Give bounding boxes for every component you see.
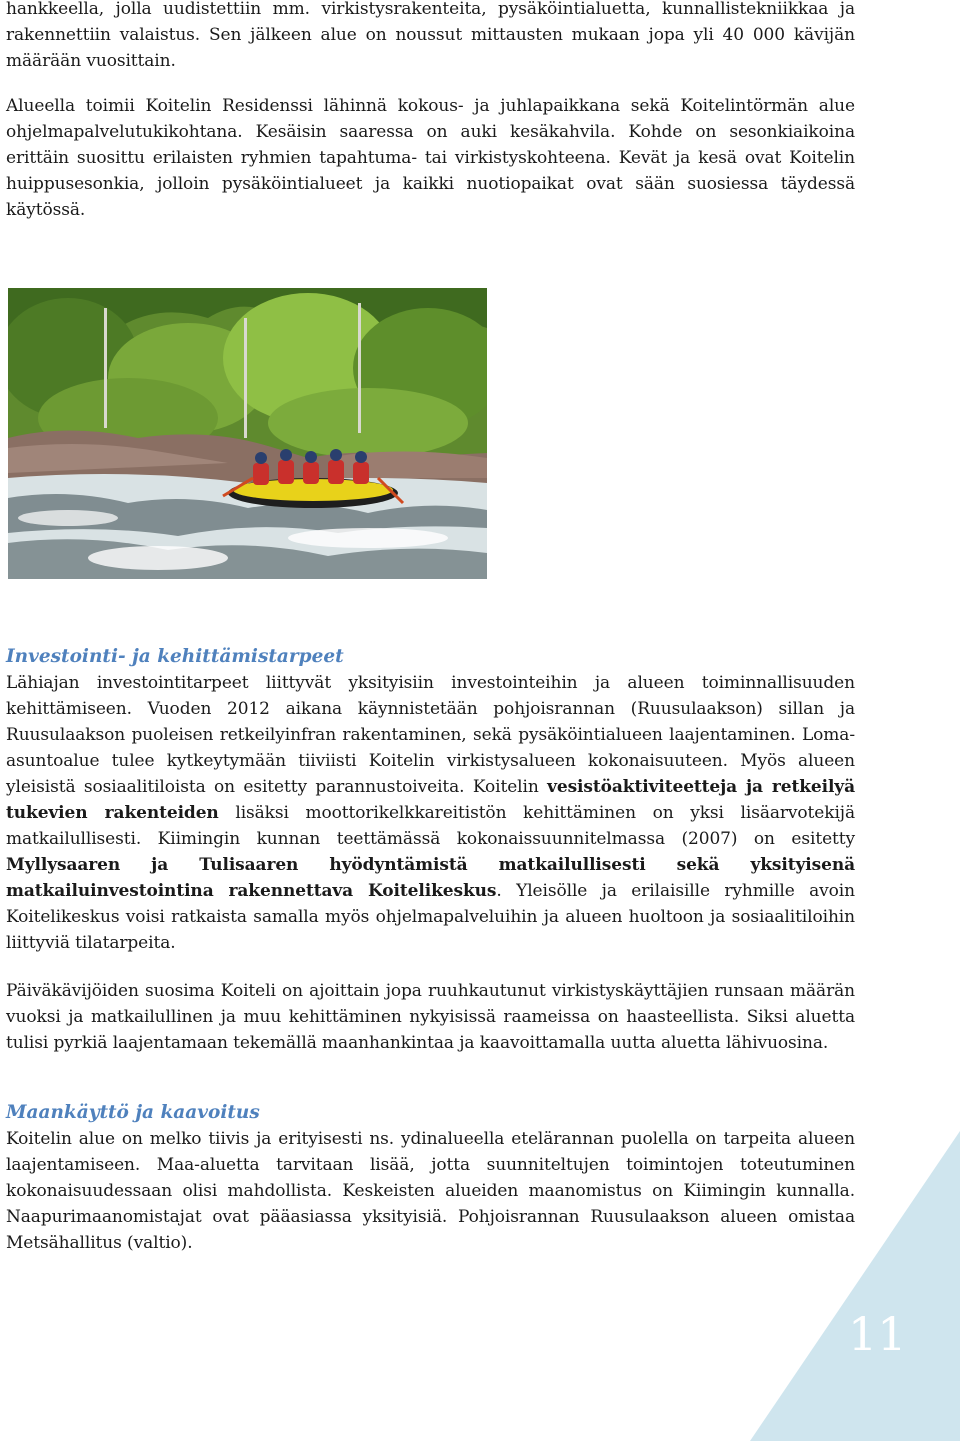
land-use-heading: Maankäyttö ja kaavoitus <box>6 1102 260 1123</box>
investment-bold-1: vesistöaktiviteetteja ja retkeilyä tukevien rakenteiden <box>6 777 855 823</box>
investment-text-3: . Yleisölle ja erilaisille ryhmille avoin Koitelikeskus voisi ratkaista samalla myös ohjelmapalveluihin ja alueen huoltoon ja sosiaalitiloihin liittyviä tilatarpeita. <box>6 881 855 953</box>
investment-heading: Investointi- ja kehittämistarpeet <box>6 646 344 667</box>
services-paragraph: Alueella toimii Koitelin Residenssi lähinnä kokous- ja juhlapaikkana sekä Koitelintörmän alue ohjelmapalvelutukikohtana. Kesäisin saaressa on auki kesäkahvila. Kohde on sesonkiaikoina erittäin suosittu erilaisten ryhmien tapahtuma- tai virkistyskohteena. Kevät ja kesä ovat Koitelin huippusesonkia, jolloin pysäköintialueet ja kaikki nuotiopaikat ovat sään suosiessa täydessä käytössä. <box>6 96 855 220</box>
land-use-paragraph: Koitelin alue on melko tiivis ja erityisesti ns. ydinalueella etelärannan puolella on tarpeita alueen laajentamiseen. Maa-aluetta tarvitaan lisää, jotta suunniteltujen toimintojen toteutuminen kokonaisuudessaan olisi mahdollista. Keskeisten alueiden maanomistus on Kiimingin kunnalla. Naapurimaanomistajat ovat pääasiassa yksityisiä. Pohjoisrannan Ruusulaakson alueen omistaa Metsähallitus (valtio). <box>6 1129 855 1253</box>
investment-text-2: lisäksi moottorikelkkareitistön kehittäminen on yksi lisäarvotekijä matkailullisesti. Kiimingin kunnan teettämässä kokonaissuunnitelmassa (2007) on esitetty <box>6 803 855 849</box>
investment-paragraph <box>6 670 855 956</box>
investment-text-1: Lähiajan investointitarpeet liittyvät yksityisiin investointeihin ja alueen toiminnallisuuden kehittämiseen. Vuoden 2012 aikana käynnistetään pohjoisrannan (Ruusulaakson) sillan ja Ruusulaakson puoleisen retkeilyinfran rakentaminen, sekä pysäköintialueen laajentaminen. Loma-asuntoalue tulee kytkeytymään tiiviisti Koitelin virkistysalueen kokonaisuuteen. Myös alueen yleisistä sosiaalitiloista on esitetty parannustoiveita. Koitelin <box>6 673 855 797</box>
river-rafting-photo <box>8 288 487 579</box>
page-number: 11 <box>848 1307 907 1361</box>
investment-bold-2: Myllysaaren ja Tulisaaren hyödyntämistä matkailullisesti sekä yksityisenä matkailuinvestointina rakennettava Koitelikeskus <box>6 855 855 901</box>
visitors-paragraph: Päiväkävijöiden suosima Koiteli on ajoittain jopa ruuhkautunut virkistyskäyttäjien runsaan määrän vuoksi ja matkailullinen ja muu kehittäminen nykyisissä raameissa on haasteellista. Siksi aluetta tulisi pyrkiä laajentamaan tekemällä maanhankintaa ja kaavoittamalla uutta aluetta lähivuosina. <box>6 981 855 1053</box>
corner-decoration <box>750 1131 960 1441</box>
intro-paragraph: hankkeella, jolla uudistettiin mm. virkistysrakenteita, pysäköintialuetta, kunnallistekniikkaa ja rakennettiin valaistus. Sen jälkeen alue on noussut mittausten mukaan jopa yli 40 000 kävijän määrään vuosittain. <box>6 0 855 71</box>
